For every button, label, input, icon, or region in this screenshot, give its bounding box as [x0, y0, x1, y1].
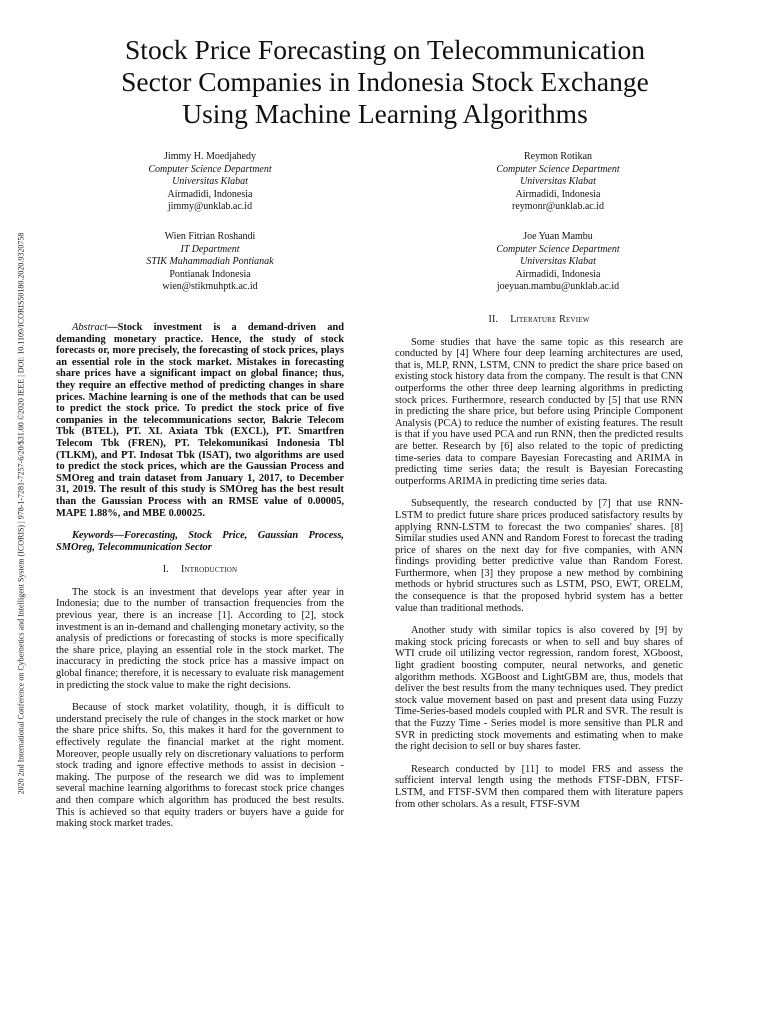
abstract-label: Abstract [72, 322, 108, 333]
author-department: Computer Science Department [148, 163, 272, 175]
author-email: jimmy@unklab.ac.id [167, 201, 253, 213]
author-department: Computer Science Department [496, 163, 620, 175]
paragraph: Research conducted by [11] to model FRS and assess the sufficient interval length using the methods FTSF-DBN, FTSF-LSTM, and FTSF-SVM then compared them with literature papers from other scholars. As a result, FTSF-SVM [395, 763, 683, 810]
author-email: reymonr@unklab.ac.id [512, 201, 604, 213]
paragraph: Another study with similar topics is also covered by [9] by making stock pricing forecasts or when to sell and buy shares of WTI crude oil utilizing vector regression, random forest, XGboost, light gradient boosting computer, neural networks, and genetic algorithm methods. XGBoost and LightGBM are, thus, models that deliver the best results from the many techniques used. They predict stock value movement based on past and present data using Fuzzy Time-Series-based models coupled with PLR and SVR. The result is that the Fuzzy Time - Series model is more sensitive than PLR and SVR in predicting stock movements and estimating when to make the right decision to sell or buy shares faster. [395, 625, 683, 753]
author-department: Computer Science Department [496, 243, 620, 255]
author-email: joeyuan.mambu@unklab.ac.id [496, 281, 620, 293]
paragraph: Subsequently, the research conducted by [7] that use RNN-LSTM to predict future share prices produced satisfactory results by applying RNN-LSTM to forecast the two companies' shares. [8] Similar studies used ANN and Random Forest to forecast the trading price of shares on the next day for five companies, with ANN findings providing better predictive value than Random Forest. Furthermore, when [3] they propose a new method by combining methods or hybrid structures such as LSTM, PSO, EWT, ORELM, the consequence is that the proposed hybrid system has a better value than traditional methods. [395, 498, 683, 614]
author-name: Joe Yuan Mambu [523, 231, 593, 242]
title-line: Using Machine Learning Algorithms [182, 98, 588, 129]
keywords: Keywords—Forecasting, Stock Price, Gaussian Process, SMOreg, Telecommunication Sector [56, 530, 344, 553]
section-number: II. [488, 314, 499, 325]
abstract-text: Stock investment is a demand-driven and demanding monetary practice. Hence, the study of stock forecasts or, more precisely, the forecasting of stock prices, plays an essential role in the stock market. Mistakes in forecasting share prices have a significant impact on global finance; thus, they require an effective method of predicting changes in share prices. Machine learning is one of the methods that can be used to predict the stock price. To predict the stock price of five companies in the telecommunications sector, Bakrie Telecom Tbk (BTEL), PT. XL Axiata Tbk (EXCL), PT. Smartfren Telecom Tbk (FREN), PT. Telekomunikasi Indonesia Tbl (TLKM), and PT. Indosat Tbk (ISAT), two algorithms are used to predict the stock prices, which are the Gaussian Process and SMOreg and train dataset from January 1, 2017, to December 31, 2019. The result of this study is SMOreg has the best result than the Gaussian Process with an RMSE value of 0.00005, MAPE 1.88%, and MBE 0.00025. [56, 322, 344, 519]
author-city: Airmadidi, Indonesia [515, 188, 601, 200]
author-city: Airmadidi, Indonesia [167, 188, 253, 200]
section-heading-introduction [56, 564, 344, 576]
left-column [56, 322, 344, 830]
author-block-4 [408, 231, 708, 294]
author-department: IT Department [180, 243, 240, 255]
side-note [13, 168, 29, 858]
author-city: Pontianak Indonesia [169, 268, 251, 280]
right-column [395, 304, 683, 810]
title-line: Stock Price Forecasting on Telecommunication [125, 34, 645, 65]
section-heading-literature-review [395, 314, 683, 326]
author-organization: Universitas Klabat [520, 176, 596, 188]
section-title: Literature Review [510, 314, 590, 325]
author-block-1 [60, 151, 360, 214]
abstract [56, 322, 344, 519]
author-name: Jimmy H. Moedjahedy [164, 151, 256, 162]
author-organization: Universitas Klabat [520, 256, 596, 268]
side-note-text: 2020 2nd International Conference on Cybernetics and Intelligent System (ICORIS) | 978-1-7281-7257-6/20/$31.00 ©2020 IEEE | DOI: 10.1109/ICORIS50180.2020.9320758 [16, 232, 26, 794]
section-number: I. [162, 564, 169, 576]
author-block-3 [60, 231, 360, 294]
abstract-dash: — [107, 322, 118, 333]
paragraph: Because of stock market volatility, though, it is difficult to understand precisely the rule of changes in the stock market or how the share price shifts. So, this makes it hard for the government to effectively regulate the financial market at the right moment. Moreover, people usually rely on discretionary valuations to perform stock trading and ignore effective methods to assist in decision - making. The purpose of the research we did was to implement several machine learning algorithms to forecast stock price changes and then compare which algorithm has produced the best results. This is achieved so that equity traders or buyers have a guide for making stock market trades. [56, 702, 344, 830]
author-organization: Universitas Klabat [172, 176, 248, 188]
title-line: Sector Companies in Indonesia Stock Exchange [121, 66, 649, 97]
paper-title [60, 34, 710, 130]
author-block-2 [408, 151, 708, 214]
author-email: wien@stikmuhptk.ac.id [162, 281, 258, 293]
paragraph: Some studies that have the same topic as this research are conducted by [4] Where four deep learning architectures are used, that is, MLP, RNN, LSTM, CNN to predict the share price based on existing stock history data from the company. The result is that CNN outperforms the other three deep learning algorithms in predicting stock prices. Furthermore, research conducted by [5] that use RNN in predicting the share price, but before using Principle Component Analysis (PCA) to reduce the number of existing features. The result is that if you have used PCA and run RNN, then the predicted results are better. Research by [6] also related to the topic of predicting time-series data to compare Bayesian Forecasting and ARIMA in predicting time series data; the result is Bayesian Forecasting outperforms ARIMA in predicting time series data. [395, 336, 683, 487]
paragraph: The stock is an investment that develops year after year in Indonesia; due to the number of transaction frequencies from the previous year, there is an increase [1]. According to [2], stock investment is an in-demand and challenging monetary activity, so the analysis of predictions or forecasting of stocks is more specifically the share price, playing an essential role in the stock market. The inaccuracy in predicting the stock price has a massive impact on global finance; therefore, it is necessary to evaluate risk management in predicting the stock value to make the right decisions. [56, 586, 344, 691]
author-organization: STIK Muhammadiah Pontianak [146, 256, 274, 268]
author-name: Wien Fitrian Roshandi [164, 231, 256, 242]
author-name: Reymon Rotikan [523, 151, 593, 162]
author-city: Airmadidi, Indonesia [515, 268, 601, 280]
section-title: Introduction [180, 564, 238, 576]
